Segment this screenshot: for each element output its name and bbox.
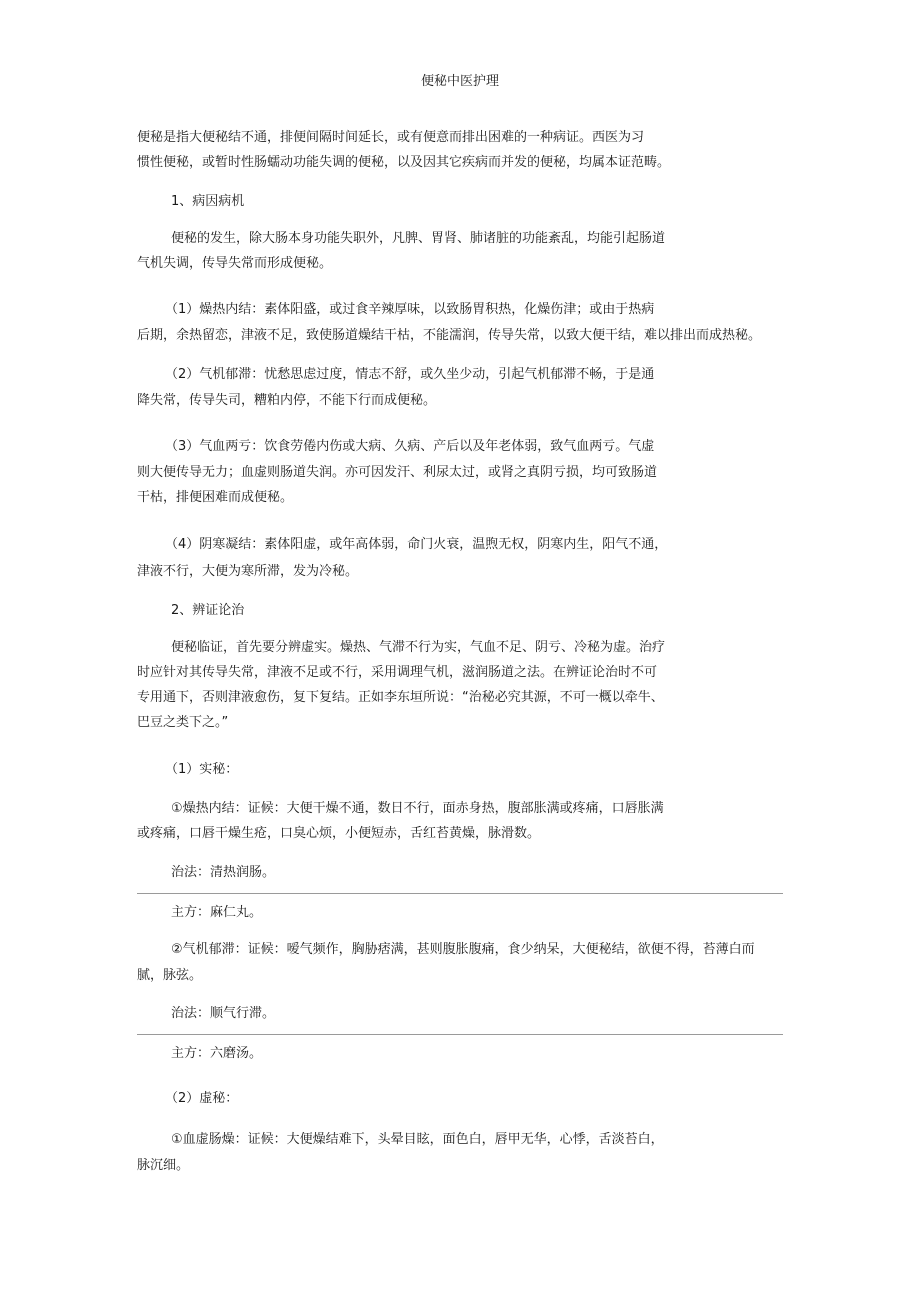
paragraph-line: 津液不行，大便为寒所滞，发为冷秘。 xyxy=(137,564,359,579)
paragraph-line: 脉沉细。 xyxy=(137,1158,190,1173)
treatment-method: 治法：顺气行滞。 xyxy=(171,1006,276,1021)
paragraph-line: 时应针对其传导失常，津液不足或不行，采用调理气机，滋润肠道之法。在辨证论治时不可 xyxy=(137,665,658,680)
main-formula: 主方：六磨汤。 xyxy=(171,1046,263,1061)
paragraph-line: 降失常，传导失司，糟粕内停，不能下行而成便秘。 xyxy=(137,393,437,408)
paragraph-line: （1）燥热内结：素体阳盛，或过食辛辣厚味，以致肠胃积热，化燥伤津；或由于热病 xyxy=(165,302,655,317)
paragraph-line: （4）阴寒凝结：素体阳虚，或年高体弱，命门火衰，温煦无权，阴寒内生，阳气不通， xyxy=(165,537,668,552)
subsection-heading-deficiency: （2）虚秘： xyxy=(165,1091,239,1106)
paragraph-line: 巴豆之类下之。” xyxy=(137,715,229,730)
paragraph-line: 便秘临证，首先要分辨虚实。燥热、气滞不行为实，气血不足、阴亏、冷秘为虚。治疗 xyxy=(171,640,666,655)
intro-line: 惯性便秘，或暂时性肠蠕动功能失调的便秘，以及因其它疾病而并发的便秘，均属本证范畴。 xyxy=(137,155,671,170)
paragraph-line: 干枯，排便困难而成便秘。 xyxy=(137,490,294,505)
paragraph-line: （2）气机郁滞：忧愁思虑过度，情志不舒，或久坐少动，引起气机郁滞不畅，于是通 xyxy=(165,367,655,382)
paragraph-line: 后期，余热留恋，津液不足，致使肠道燥结干枯，不能濡润，传导失常，以致大便干结，难以排出而成热秘。 xyxy=(137,328,762,343)
section-heading-treatment: 2、辨证论治 xyxy=(171,603,245,618)
main-formula: 主方：麻仁丸。 xyxy=(171,905,263,920)
paragraph-line: 便秘的发生，除大肠本身功能失职外，凡脾、胃肾、肺诸脏的功能紊乱，均能引起肠道 xyxy=(171,231,666,246)
paragraph-line: 则大便传导无力；血虚则肠道失润。亦可因发汗、利尿太过，或肾之真阴亏损，均可致肠道 xyxy=(137,465,658,480)
section-heading-etiology: 1、病因病机 xyxy=(171,194,245,209)
document-title: 便秘中医护理 xyxy=(420,74,499,89)
paragraph-line: ①燥热内结：证候：大便干燥不通，数日不行，面赤身热，腹部胀满或疼痛，口唇胀满 xyxy=(171,801,664,816)
divider xyxy=(137,893,783,894)
paragraph-line: 专用通下，否则津液愈伤，复下复结。正如李东垣所说：“治秘必究其源，不可一概以牵牛、 xyxy=(137,690,664,705)
paragraph-line: 或疼痛，口唇干燥生疮，口臭心烦，小便短赤，舌红苔黄燥，脉滑数。 xyxy=(137,826,541,841)
treatment-method: 治法：清热润肠。 xyxy=(171,865,276,880)
paragraph-line: 腻，脉弦。 xyxy=(137,968,203,983)
intro-line: 便秘是指大便秘结不通，排便间隔时间延长，或有便意而排出困难的一种病证。西医为习 xyxy=(137,130,645,145)
paragraph-line: ②气机郁滞：证候：嗳气频作，胸胁痞满，甚则腹胀腹痛，食少纳呆，大便秘结，欲便不得，苔薄白而 xyxy=(171,942,755,957)
subsection-heading-excess: （1）实秘： xyxy=(165,762,239,777)
paragraph-line: （3）气血两亏：饮食劳倦内伤或大病、久病、产后以及年老体弱，致气血两亏。气虚 xyxy=(165,439,655,454)
divider xyxy=(137,1034,783,1035)
paragraph-line: 气机失调，传导失常而形成便秘。 xyxy=(137,256,333,271)
paragraph-line: ①血虚肠燥：证候：大便燥结难下，头晕目眩，面色白，唇甲无华，心悸，舌淡苔白， xyxy=(171,1132,664,1147)
